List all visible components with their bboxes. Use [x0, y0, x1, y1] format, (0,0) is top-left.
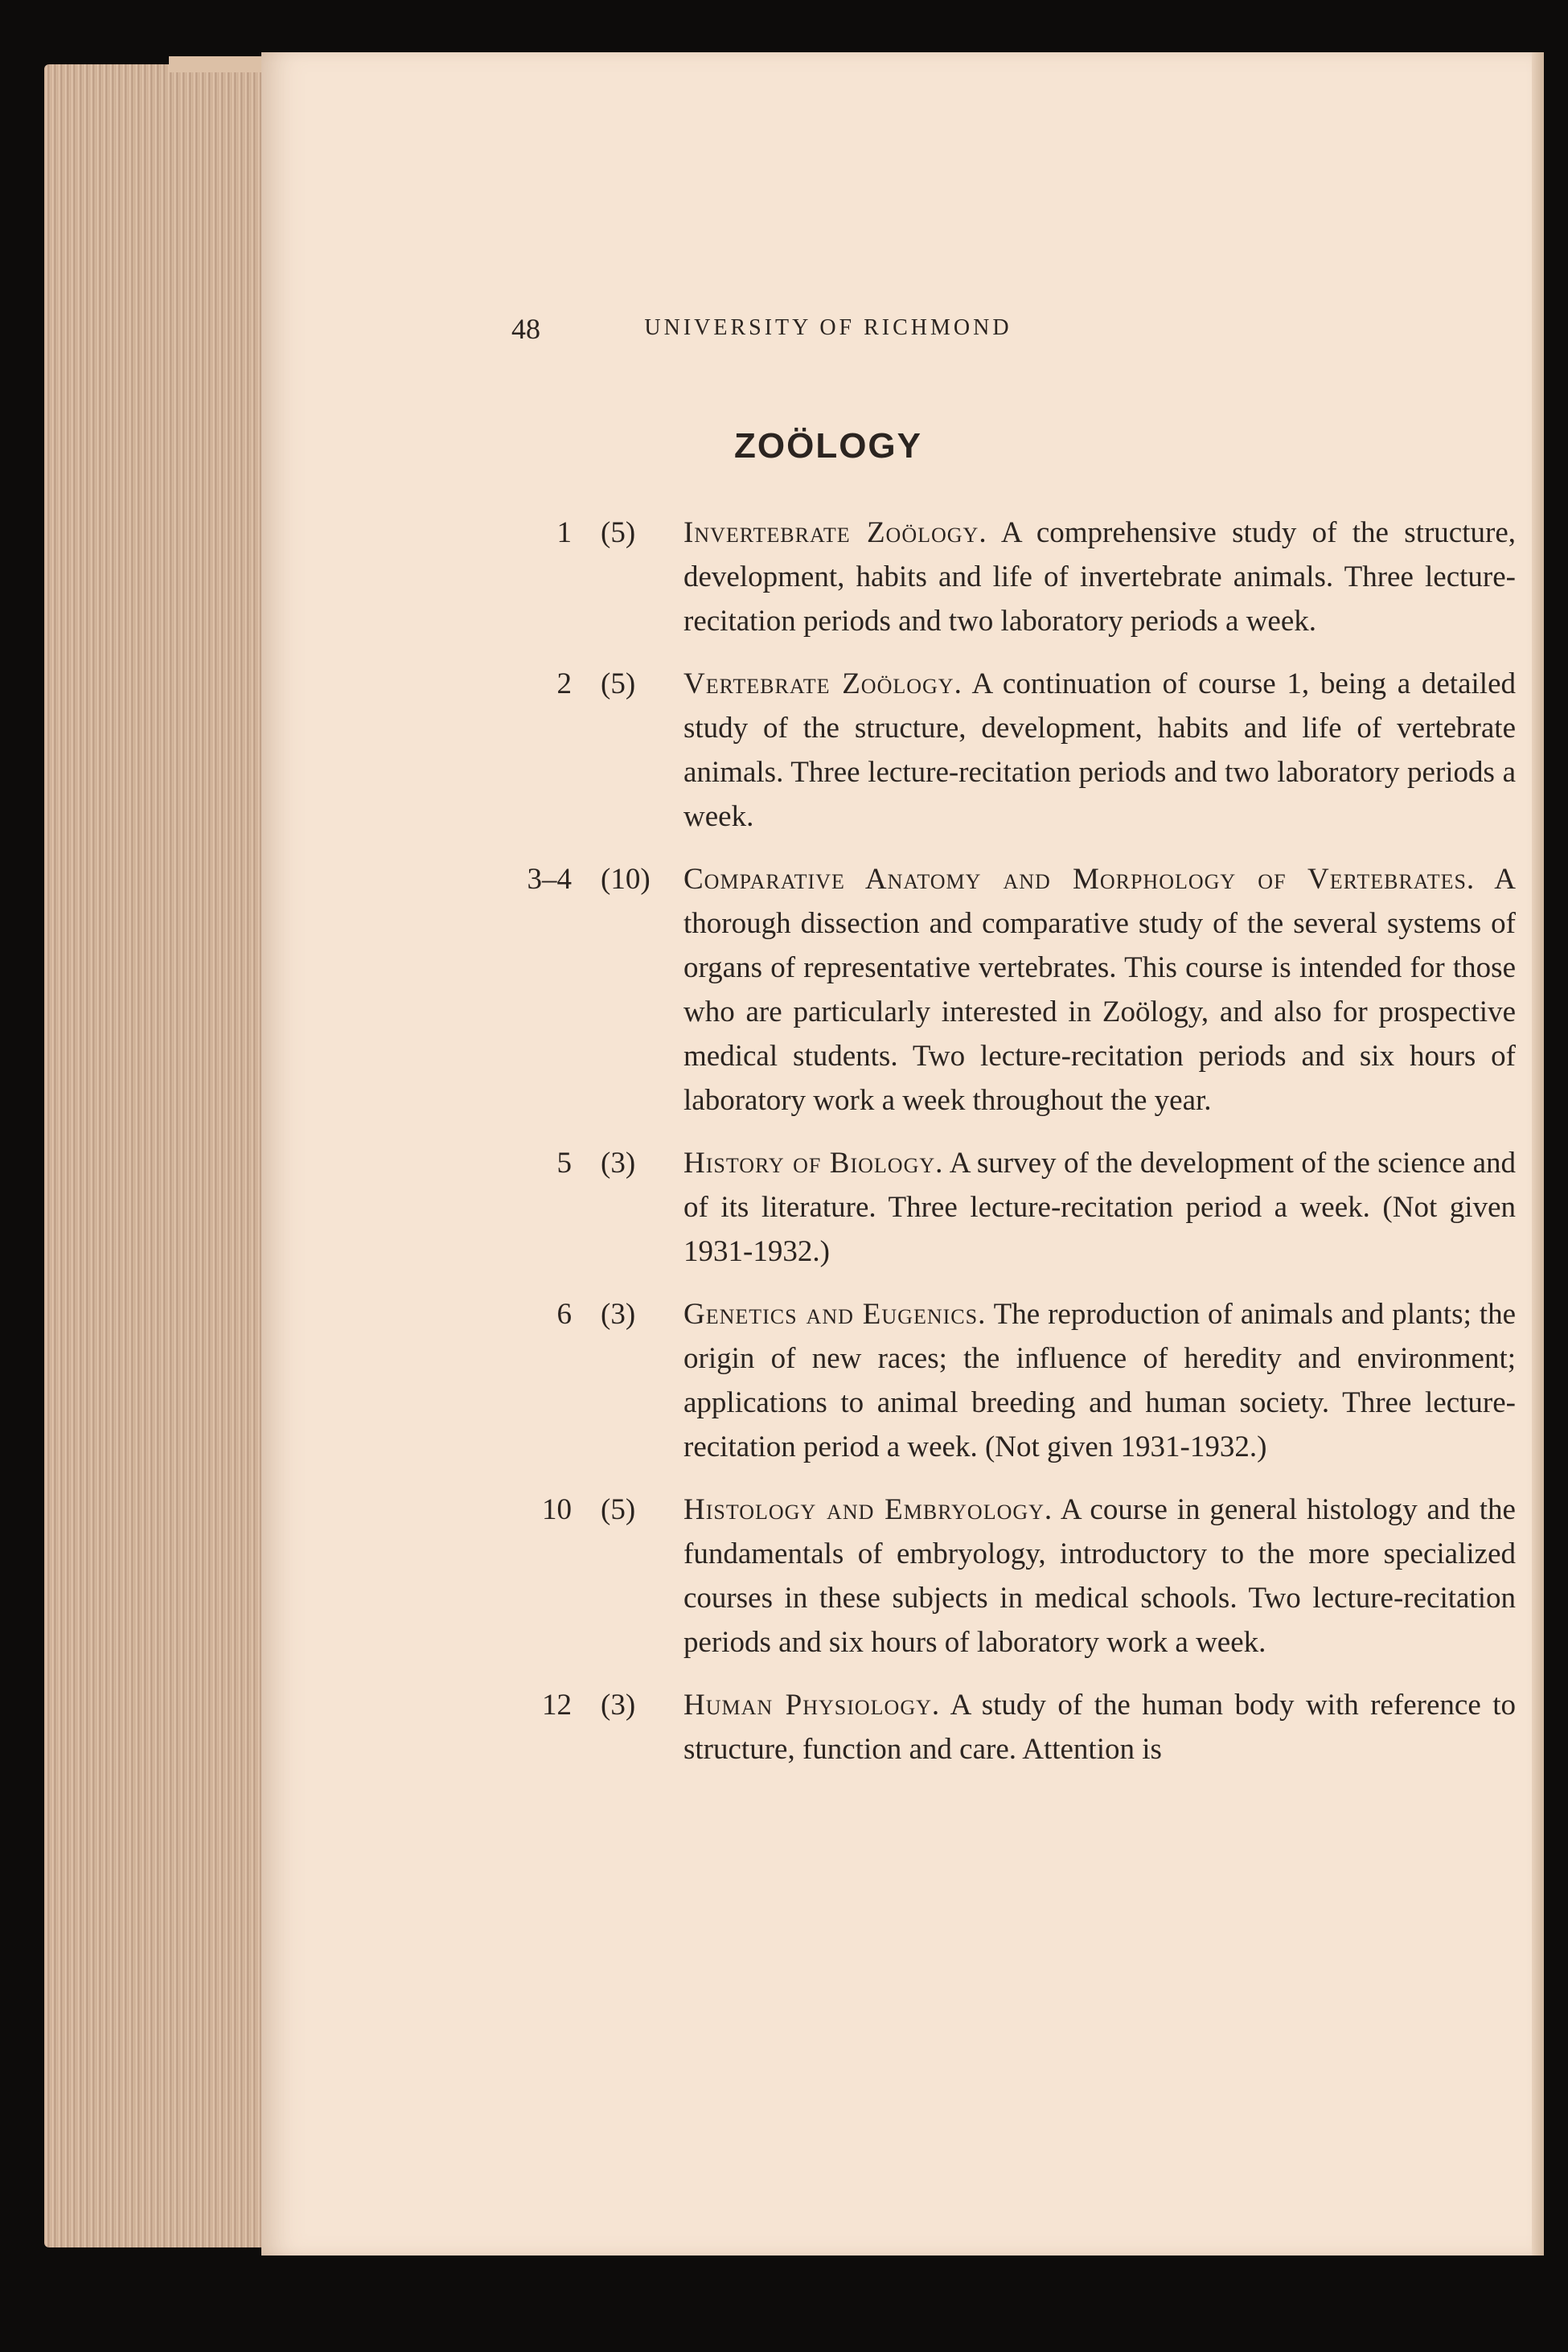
course-entry [499, 1488, 1516, 1664]
course-number: 6 [556, 1298, 572, 1331]
course-number: 10 [542, 1493, 572, 1526]
course-name: Histology and Embryology. [683, 1493, 1053, 1526]
course-name: Invertebrate Zoölogy. [683, 516, 987, 549]
course-entry [499, 1683, 1516, 1771]
course-name: Vertebrate Zoölogy. [683, 667, 963, 700]
course-description: A continuation of course 1, being a detailed study of the structure, development, habits and life of vertebrate animals. Three lecture-recitation periods and two laboratory periods a week. [683, 667, 1516, 833]
running-title: UNIVERSITY OF RICHMOND [644, 315, 1012, 340]
course-number: 2 [556, 667, 572, 700]
course-number: 1 [556, 516, 572, 549]
course-text [683, 662, 1516, 839]
course-list [499, 511, 1516, 1790]
course-entry [499, 1292, 1516, 1469]
course-description: A study of the human body with reference to structure, function and care. Attention is [683, 1689, 1517, 1766]
course-description: A survey of the development of the science and of its literature. Three lecture-recitation period a week. (Not given 1931-1932.) [683, 1147, 1516, 1268]
course-description: A comprehensive study of the structure, development, habits and life of invertebrate animals. Three lecture-recitation periods and two laboratory periods a week. [683, 516, 1516, 638]
course-text [683, 1292, 1516, 1469]
course-entry [499, 1141, 1516, 1274]
course-number: 5 [556, 1147, 572, 1180]
course-name: Human Physiology. [683, 1689, 941, 1722]
course-credits: (3) [601, 1298, 636, 1331]
course-credits: (5) [601, 516, 636, 549]
course-name: Genetics and Eugenics. [683, 1298, 987, 1331]
course-credits: (3) [601, 1689, 636, 1722]
course-credits: (5) [601, 1493, 636, 1526]
page-right-edge [1532, 52, 1544, 2256]
course-name: History of Biology. [683, 1147, 944, 1180]
course-text [683, 1683, 1516, 1771]
section-title: ZOÖLOGY [734, 426, 922, 466]
course-text [683, 511, 1516, 643]
course-entry [499, 662, 1516, 839]
page-number: 48 [511, 313, 540, 345]
course-text [683, 1488, 1516, 1664]
course-description: A thorough dissection and comparative study of the several systems of organs of representative vertebrates. This course is intended for those who are particularly interested in Zoölogy, and also for prospective medical students. Two lecture-recitation periods and six hours of laboratory work a week throughout the year. [683, 863, 1516, 1117]
course-number: 12 [542, 1689, 572, 1722]
course-description: The reproduction of animals and plants; the origin of new races; the influence of heredity and environment; applications to animal breeding and human society. Three lecture-recitation period a week. (Not given 1931-1932.) [683, 1298, 1516, 1463]
course-number: 3–4 [527, 863, 572, 896]
course-name: Comparative Anatomy and Morphology of Vertebrates. [683, 863, 1476, 896]
running-head [0, 312, 1568, 344]
course-credits: (10) [601, 863, 651, 896]
course-credits: (5) [601, 667, 636, 700]
course-text [683, 857, 1516, 1123]
course-text [683, 1141, 1516, 1274]
course-credits: (3) [601, 1147, 636, 1180]
course-entry [499, 857, 1516, 1123]
book-page-edges [44, 64, 285, 2247]
course-description: A course in general histology and the fundamentals of embryology, introductory to the more specialized courses in these subjects in medical schools. Two lecture-recitation periods and six hours of laboratory work a week. [683, 1493, 1516, 1659]
course-entry [499, 511, 1516, 643]
